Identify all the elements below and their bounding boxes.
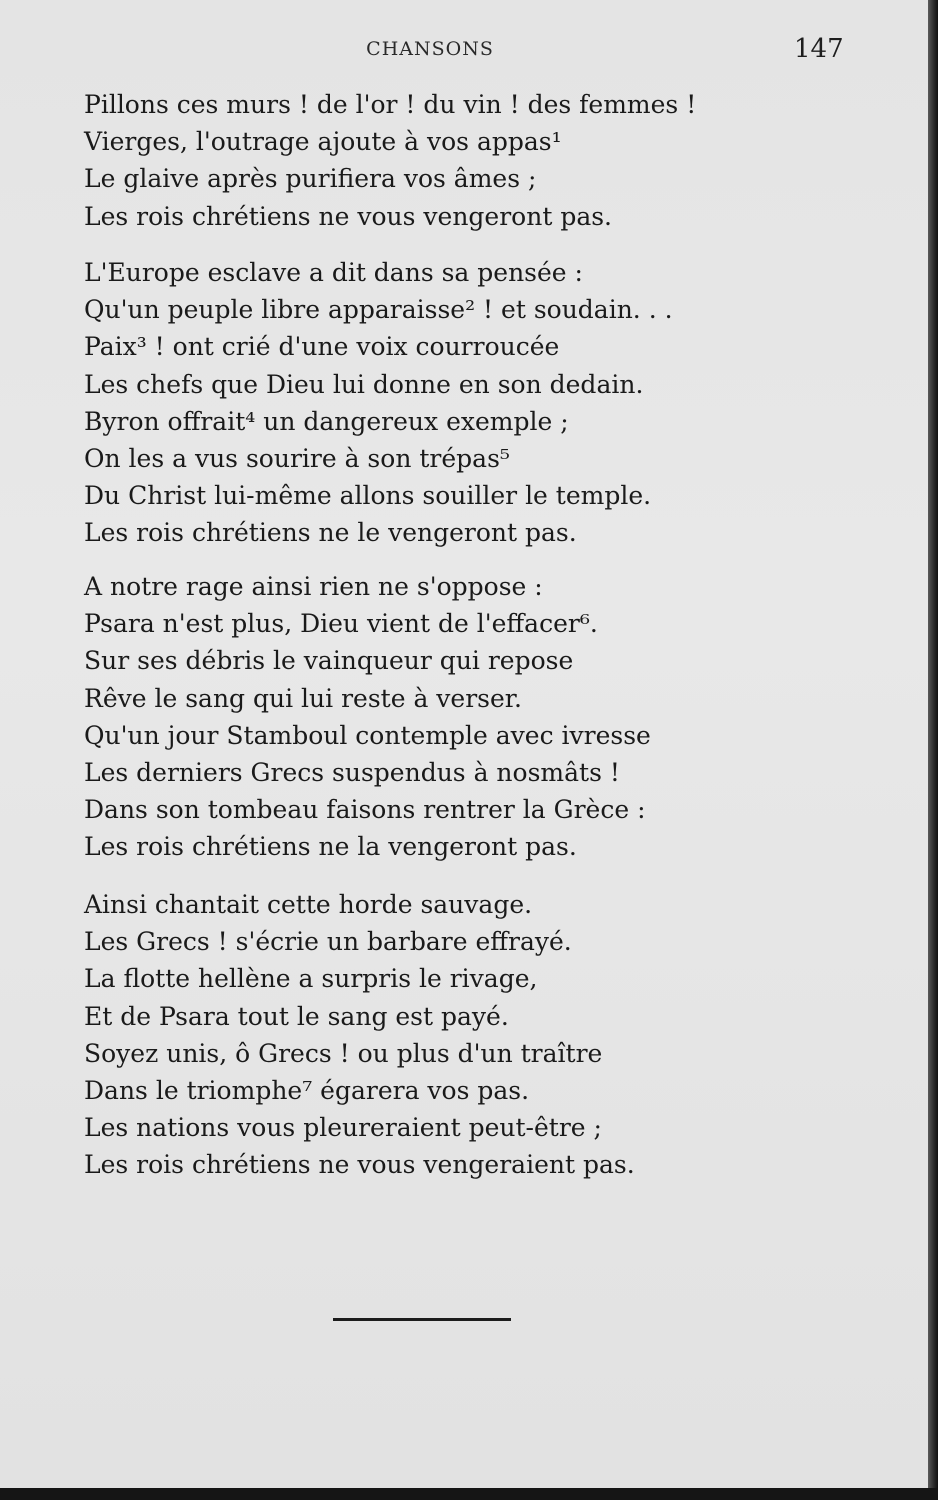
page-edge-shadow (928, 0, 938, 1500)
verse-line: Byron offrait⁴ un dangereux exemple ; (84, 406, 569, 436)
stanza-4 (84, 886, 635, 1184)
verse-line: Les rois chrétiens ne le vengeront pas. (84, 518, 577, 548)
verse-line: Les derniers Grecs suspendus à nosmâts ! (84, 758, 620, 788)
verse-line: Ainsi chantait cette horde sauvage. (84, 890, 533, 919)
verse-line: Les rois chrétiens ne vous vengeront pas. (84, 201, 613, 231)
stanza-1 (84, 86, 696, 235)
verse-line: A notre rage ainsi rien ne s'oppose : (84, 572, 543, 601)
running-title: CHANSONS (366, 38, 494, 60)
verse-line: On les a vus sourire à son trépas⁵ (84, 444, 510, 474)
verse-line: La flotte hellène a surpris le rivage, (84, 964, 538, 994)
verse-line: Paix³ ! ont crié d'une voix courroucée (84, 332, 560, 362)
verse-line: Dans le triomphe⁷ égarera vos pas. (84, 1076, 530, 1106)
stanza-3 (84, 568, 651, 866)
page-number: 147 (794, 34, 844, 64)
verse-line: Sur ses débris le vainqueur qui repose (84, 646, 574, 676)
verse-line: Les rois chrétiens ne vous vengeraient pas. (84, 1150, 635, 1180)
verse-line: L'Europe esclave a dit dans sa pensée : (84, 258, 583, 287)
verse-line: Le glaive après purifiera vos âmes ; (84, 164, 537, 194)
verse-line: Pillons ces murs ! de l'or ! du vin ! des femmes ! (84, 90, 697, 119)
verse-line: Les chefs que Dieu lui donne en son dedain. (84, 369, 644, 399)
verse-line: Vierges, l'outrage ajoute à vos appas¹ (84, 127, 562, 157)
verse-line: Du Christ lui-même allons souiller le temple. (84, 481, 652, 511)
verse-line: Les Grecs ! s'écrie un barbare effrayé. (84, 927, 572, 957)
page-bottom-edge (0, 1488, 938, 1500)
verse-line: Rêve le sang qui lui reste à verser. (84, 683, 522, 713)
closing-rule (333, 1318, 511, 1321)
verse-line: Soyez unis, ô Grecs ! ou plus d'un traître (84, 1038, 603, 1068)
verse-line: Qu'un peuple libre apparaisse² ! et soudain. . . (84, 295, 673, 325)
stanza-2 (84, 254, 673, 552)
verse-line: Les nations vous pleureraient peut-être ; (84, 1113, 602, 1143)
verse-line: Psara n'est plus, Dieu vient de l'effacer⁶. (84, 609, 598, 639)
verse-line: Les rois chrétiens ne la vengeront pas. (84, 832, 577, 862)
verse-line: Et de Psara tout le sang est payé. (84, 1001, 509, 1031)
verse-line: Dans son tombeau faisons rentrer la Grèce : (84, 795, 646, 825)
verse-line: Qu'un jour Stamboul contemple avec ivresse (84, 720, 651, 750)
